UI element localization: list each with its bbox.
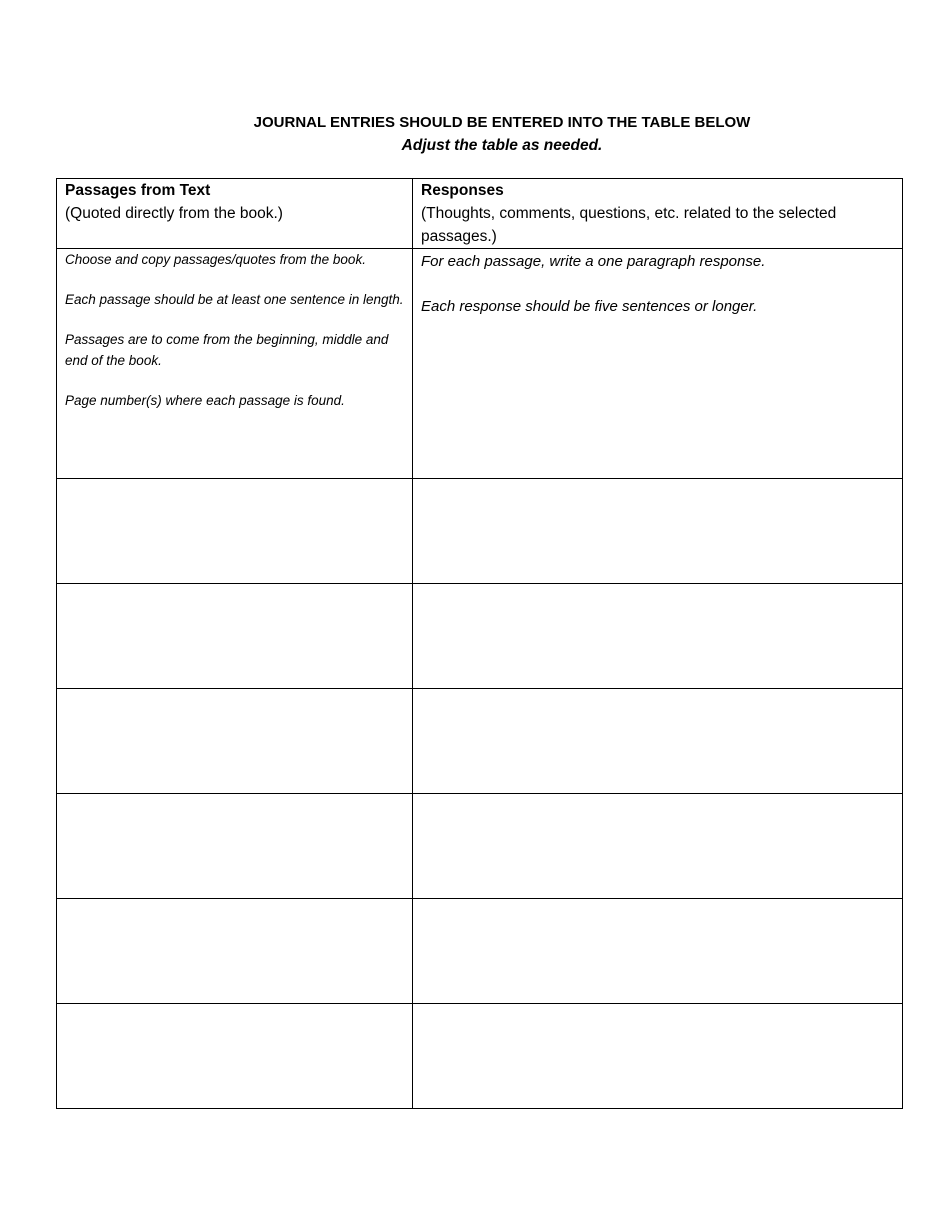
response-entry-cell[interactable] xyxy=(413,689,903,794)
passages-header-cell xyxy=(57,179,413,249)
passage-entry-cell[interactable] xyxy=(57,794,413,899)
passage-instruction: Choose and copy passages/quotes from the book. xyxy=(65,252,366,267)
instructions-row xyxy=(57,249,903,479)
response-entry-cell[interactable] xyxy=(413,584,903,689)
response-entry-cell[interactable] xyxy=(413,794,903,899)
document-heading: JOURNAL ENTRIES SHOULD BE ENTERED INTO THE TABLE BELOW xyxy=(253,114,751,131)
table-row xyxy=(57,1004,903,1109)
response-instruction: For each passage, write a one paragraph response. xyxy=(421,253,766,270)
responses-column-subtitle: (Thoughts, comments, questions, etc. related to the selected passages.) xyxy=(421,205,837,245)
responses-instructions-cell[interactable] xyxy=(413,249,903,479)
passage-instruction: Each passage should be at least one sentence in length. xyxy=(65,292,404,307)
passages-column-subtitle: (Quoted directly from the book.) xyxy=(65,205,283,222)
passages-column-title: Passages from Text xyxy=(65,182,211,199)
responses-column-title: Responses xyxy=(421,182,504,199)
table-row xyxy=(57,584,903,689)
response-entry-cell[interactable] xyxy=(413,899,903,1004)
passage-entry-cell[interactable] xyxy=(57,689,413,794)
passage-entry-cell[interactable] xyxy=(57,479,413,584)
response-entry-cell[interactable] xyxy=(413,479,903,584)
table-header-row xyxy=(57,179,903,249)
journal-table xyxy=(56,178,903,1109)
passage-entry-cell[interactable] xyxy=(57,584,413,689)
response-instruction: Each response should be five sentences or longer. xyxy=(421,298,758,315)
passages-instructions-cell[interactable] xyxy=(57,249,413,479)
table-row xyxy=(57,689,903,794)
passage-entry-cell[interactable] xyxy=(57,1004,413,1109)
document-subheading: Adjust the table as needed. xyxy=(401,137,603,154)
table-row xyxy=(57,899,903,1004)
table-row xyxy=(57,479,903,584)
passage-entry-cell[interactable] xyxy=(57,899,413,1004)
response-entry-cell[interactable] xyxy=(413,1004,903,1109)
passage-instruction: Page number(s) where each passage is found. xyxy=(65,393,345,408)
table-row xyxy=(57,794,903,899)
responses-header-cell xyxy=(413,179,903,249)
passage-instruction: Passages are to come from the beginning, middle and end of the book. xyxy=(65,332,389,368)
